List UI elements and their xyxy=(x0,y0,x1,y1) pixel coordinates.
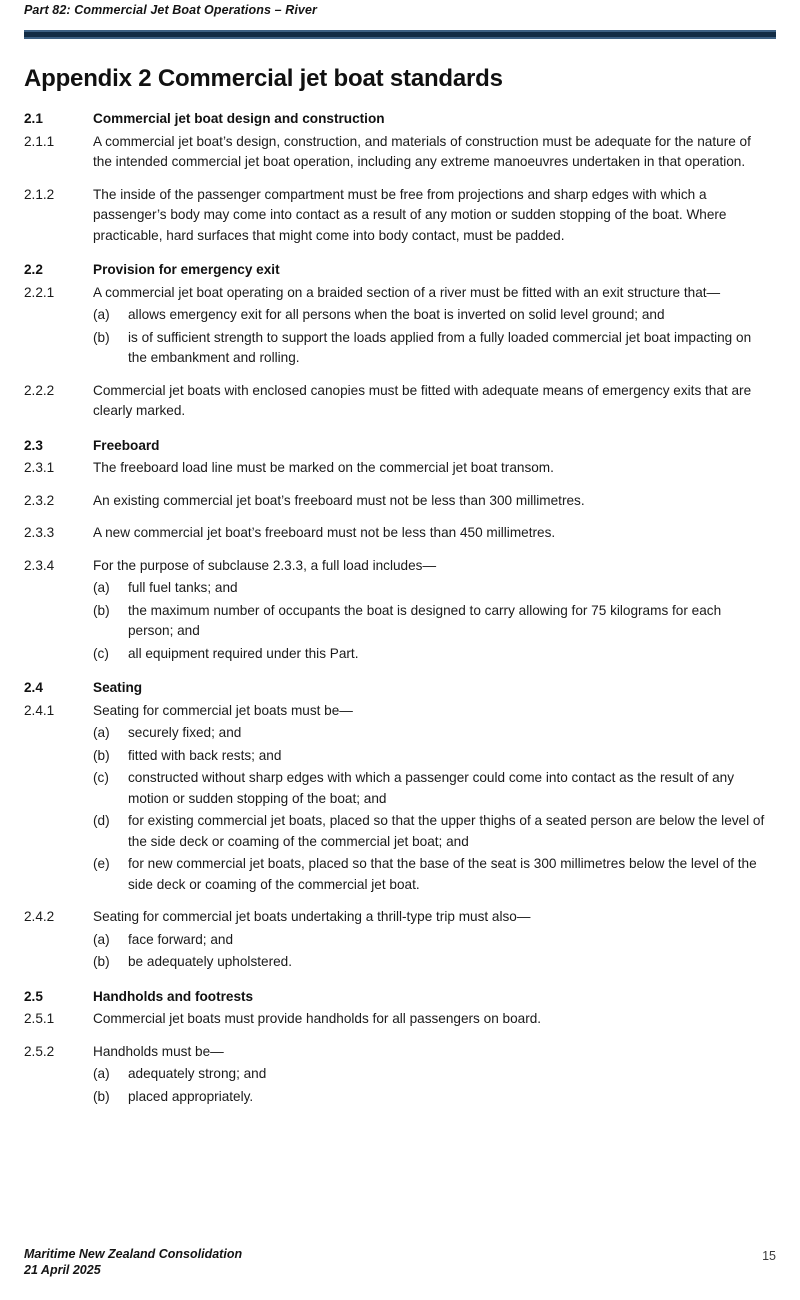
lettered-item-list xyxy=(24,1064,776,1107)
header-divider-rule xyxy=(24,30,776,39)
subclause-text: Commercial jet boats with enclosed canopies must be fitted with adequate means of emergency exits that are clearly marked. xyxy=(93,382,752,418)
subclause xyxy=(24,1042,776,1063)
section-heading xyxy=(24,987,776,1008)
subclause-text: Handholds must be— xyxy=(93,1043,224,1059)
section-heading xyxy=(24,678,776,699)
section-heading-text: Provision for emergency exit xyxy=(93,262,280,277)
page-footer xyxy=(24,1246,776,1278)
lettered-item xyxy=(24,644,776,665)
item-text: is of sufficient strength to support the loads applied from a fully loaded commercial jet boat impacting on the embankment and rolling. xyxy=(128,329,752,365)
subclause xyxy=(24,458,776,479)
item-letter: (b) xyxy=(93,602,110,618)
subclause xyxy=(24,701,776,722)
subclause-number: 2.3.2 xyxy=(24,492,55,508)
subclause-text: A new commercial jet boat’s freeboard must not be less than 450 millimetres. xyxy=(93,525,556,540)
clause-section xyxy=(24,436,776,665)
subclause xyxy=(24,1009,776,1030)
lettered-item-list xyxy=(24,578,776,664)
lettered-item xyxy=(24,768,776,809)
subclause xyxy=(24,523,776,544)
subclause-number: 2.1.2 xyxy=(24,186,55,202)
clause-sections xyxy=(24,109,776,1107)
lettered-item xyxy=(24,811,776,852)
item-letter: (b) xyxy=(93,954,110,969)
item-text: fitted with back rests; and xyxy=(128,747,282,763)
footer-date: 21 April 2025 xyxy=(24,1263,101,1277)
subclause-text: Seating for commercial jet boats must be— xyxy=(93,702,353,718)
subclause xyxy=(24,132,776,173)
section-number: 2.5 xyxy=(24,988,43,1004)
subclause-number: 2.4.2 xyxy=(24,909,55,924)
item-letter: (b) xyxy=(93,329,110,345)
section-number: 2.2 xyxy=(24,262,43,277)
subclause-number: 2.2.2 xyxy=(24,382,55,398)
subclause xyxy=(24,381,776,422)
item-letter: (a) xyxy=(93,931,110,947)
lettered-item xyxy=(24,1064,776,1085)
subclause-text: The inside of the passenger compartment must be free from projections and sharp edges with which a passenger’s body may come into contact as a result of any motion or sudden stopping of the boat. Where practicable, hard surfaces that might come into body contact, must be padded. xyxy=(93,186,727,243)
item-text: face forward; and xyxy=(128,931,234,947)
subclause xyxy=(24,556,776,577)
running-header: Part 82: Commercial Jet Boat Operations – River xyxy=(24,3,317,17)
item-text: placed appropriately. xyxy=(128,1088,254,1104)
clause-section xyxy=(24,678,776,973)
footer-organisation: Maritime New Zealand Consolidation xyxy=(24,1247,243,1261)
item-text: adequately strong; and xyxy=(128,1066,267,1081)
item-text: be adequately upholstered. xyxy=(128,954,293,969)
item-letter: (a) xyxy=(93,307,110,322)
subclause-text: A commercial jet boat’s design, construction, and materials of construction must be adequate for the nature of the intended commercial jet boat operation, including any extreme manoeuvres undertaken in that operation. xyxy=(93,133,751,169)
item-letter: (a) xyxy=(93,580,110,595)
item-text: the maximum number of occupants the boat is designed to carry allowing for 75 kilograms for each person; and xyxy=(128,602,722,638)
subclause-number: 2.3.1 xyxy=(24,460,55,475)
item-text: allows emergency exit for all persons when the boat is inverted on solid level ground; and xyxy=(128,307,665,322)
section-heading xyxy=(24,109,776,130)
subclause xyxy=(24,491,776,512)
lettered-item-list xyxy=(24,930,776,973)
item-text: constructed without sharp edges with which a passenger could come into contact as the result of any motion or sudden stopping of the boat; and xyxy=(128,770,735,806)
item-letter: (a) xyxy=(93,725,110,740)
lettered-item xyxy=(24,1087,776,1108)
lettered-item xyxy=(24,328,776,369)
subclause-text: The freeboard load line must be marked on the commercial jet boat transom. xyxy=(93,460,554,475)
subclause-text: An existing commercial jet boat’s freeboard must not be less than 300 millimetres. xyxy=(93,492,585,508)
lettered-item xyxy=(24,578,776,599)
lettered-item xyxy=(24,952,776,973)
item-letter: (d) xyxy=(93,813,110,828)
section-number: 2.4 xyxy=(24,680,43,695)
subclause-text: Commercial jet boats must provide handholds for all passengers on board. xyxy=(93,1011,542,1026)
subclause xyxy=(24,283,776,304)
subclause-number: 2.5.2 xyxy=(24,1043,55,1059)
lettered-item-list xyxy=(24,305,776,369)
subclause xyxy=(24,907,776,928)
item-letter: (b) xyxy=(93,1088,110,1104)
item-text: securely fixed; and xyxy=(128,725,242,740)
lettered-item xyxy=(24,854,776,895)
subclause-number: 2.1.1 xyxy=(24,133,55,149)
subclause-text: For the purpose of subclause 2.3.3, a full load includes— xyxy=(93,557,437,573)
section-number: 2.1 xyxy=(24,111,43,126)
item-text: all equipment required under this Part. xyxy=(128,645,359,661)
lettered-item xyxy=(24,601,776,642)
item-letter: (e) xyxy=(93,856,110,871)
section-heading-text: Freeboard xyxy=(93,437,160,453)
page-title: Appendix 2 Commercial jet boat standards xyxy=(24,65,503,92)
item-letter: (a) xyxy=(93,1066,110,1081)
section-heading xyxy=(24,260,776,281)
subclause-number: 2.5.1 xyxy=(24,1011,55,1026)
lettered-item-list xyxy=(24,723,776,895)
section-heading-text: Commercial jet boat design and construction xyxy=(93,111,385,126)
item-text: for existing commercial jet boats, placed so that the upper thighs of a seated person are below the level of the side deck or coaming of the commercial jet boat; and xyxy=(128,813,765,849)
subclause-text: Seating for commercial jet boats undertaking a thrill-type trip must also— xyxy=(93,909,531,924)
lettered-item xyxy=(24,746,776,767)
clause-section xyxy=(24,260,776,422)
subclause-number: 2.3.3 xyxy=(24,525,55,540)
section-heading xyxy=(24,436,776,457)
lettered-item xyxy=(24,305,776,326)
section-number: 2.3 xyxy=(24,437,43,453)
item-text: for new commercial jet boats, placed so that the base of the seat is 300 millimetres below the level of the side deck or coaming of the commercial jet boat. xyxy=(128,856,757,892)
item-letter: (c) xyxy=(93,645,109,661)
footer-organisation-block xyxy=(24,1246,242,1278)
subclause-text: A commercial jet boat operating on a braided section of a river must be fitted with an exit structure that— xyxy=(93,284,721,300)
item-letter: (b) xyxy=(93,747,110,763)
page-number: 15 xyxy=(762,1249,776,1263)
item-text: full fuel tanks; and xyxy=(128,580,238,595)
lettered-item xyxy=(24,930,776,951)
item-letter: (c) xyxy=(93,770,109,785)
subclause-number: 2.4.1 xyxy=(24,702,55,718)
section-heading-text: Seating xyxy=(93,680,143,695)
subclause xyxy=(24,185,776,247)
subclause-number: 2.2.1 xyxy=(24,284,55,300)
subclause-number: 2.3.4 xyxy=(24,557,55,573)
lettered-item xyxy=(24,723,776,744)
section-heading-text: Handholds and footrests xyxy=(93,988,254,1004)
clause-section xyxy=(24,109,776,246)
clause-section xyxy=(24,987,776,1108)
